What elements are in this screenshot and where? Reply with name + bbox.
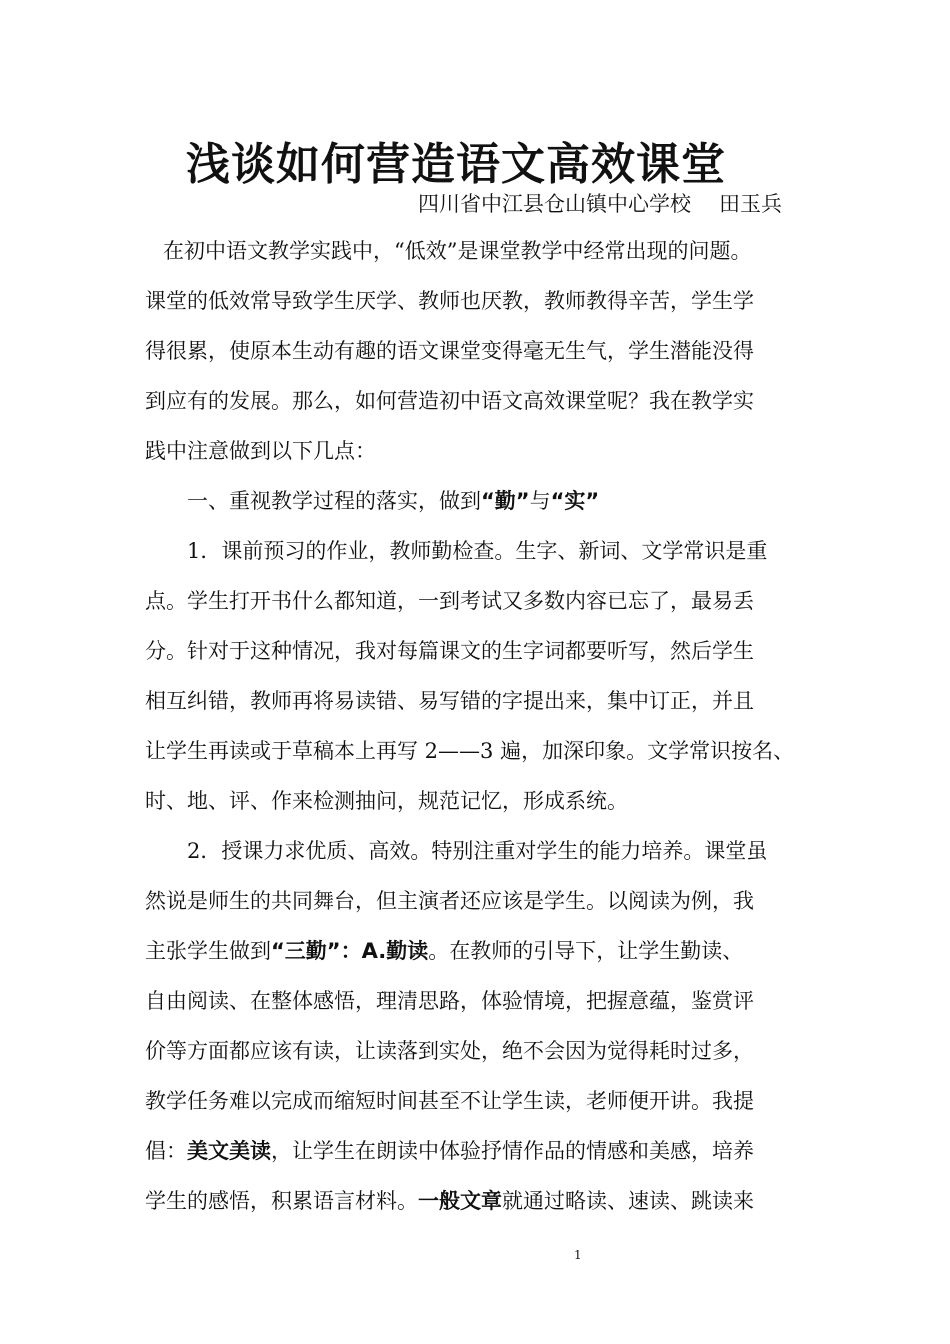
text-segment: 主张学生做到 (145, 939, 271, 963)
text-segment: 相互纠错，教师再将易读错、易写错的字提出来，集中订正，并且 (145, 689, 754, 713)
text-segment: 课堂的低效常导致学生厌学、教师也厌教，教师教得辛苦，学生学 (145, 289, 754, 313)
text-segment: 分。针对于这种情况，我对每篇课文的生字词都要听写，然后学生 (145, 639, 754, 663)
text-segment: 2．授课力求优质、高效。特别注重对学生的能力培养。课堂虽 (187, 839, 768, 863)
text-line (145, 1186, 754, 1216)
text-segment: 与 (529, 489, 551, 513)
byline-author: 田玉兵 (719, 192, 782, 216)
text-line (145, 886, 754, 916)
bold-text: “实” (550, 489, 600, 513)
document-title: 浅谈如何营造语文高效课堂 (186, 139, 726, 190)
text-segment: 时、地、评、作来检测抽问，规范记忆，形成系统。 (145, 789, 628, 813)
text-line (145, 336, 754, 366)
text-segment: 在初中语文教学实践中，“低效”是课堂教学中经常出现的问题。 (163, 239, 752, 263)
text-line (187, 836, 767, 866)
text-segment: 1．课前预习的作业，教师勤检查。生字、新词、文学常识是重 (187, 539, 768, 563)
text-line (145, 1036, 754, 1066)
text-segment: 价等方面都应该有读，让读落到实处，绝不会因为觉得耗时过多， (145, 1039, 754, 1063)
text-line (145, 1136, 754, 1166)
text-line (145, 436, 376, 466)
bold-text: “三勤”：A.勤读 (271, 939, 429, 963)
bold-text: “勤” (481, 489, 530, 513)
text-segment: 就通过略读、速读、跳读来 (502, 1189, 754, 1213)
text-segment: 让学生再读或于草稿本上再写 2——3 遍，加深印象。文学常识按名、 (145, 739, 795, 763)
page-number: 1 (574, 1248, 582, 1262)
text-segment: 践中注意做到以下几点： (145, 439, 376, 463)
text-line (145, 1086, 754, 1116)
text-line (145, 286, 754, 316)
text-line (145, 986, 754, 1016)
text-segment: 到应有的发展。那么，如何营造初中语文高效课堂呢？我在教学实 (145, 389, 754, 413)
text-segment: 得很累，使原本生动有趣的语文课堂变得毫无生气，学生潜能没得 (145, 339, 754, 363)
text-segment: 倡： (145, 1139, 187, 1163)
text-segment: 一、重视教学过程的落实，做到 (187, 489, 481, 513)
text-line (145, 936, 743, 966)
text-line (145, 736, 794, 766)
text-line (163, 236, 751, 266)
bold-text: 美文美读 (187, 1139, 271, 1163)
byline (418, 188, 782, 218)
text-segment: 。在教师的引导下，让学生勤读、 (428, 939, 744, 963)
text-segment: 自由阅读、在整体感悟，理清思路，体验情境，把握意蕴，鉴赏评 (145, 989, 754, 1013)
text-line (145, 686, 754, 716)
text-line (145, 386, 754, 416)
text-line (187, 486, 599, 516)
text-line (145, 586, 754, 616)
text-line (145, 786, 628, 816)
bold-text: 一般文章 (418, 1189, 502, 1213)
text-segment: 然说是师生的共同舞台，但主演者还应该是学生。以阅读为例，我 (145, 889, 754, 913)
text-segment: 教学任务难以完成而缩短时间甚至不让学生读，老师便开讲。我提 (145, 1089, 754, 1113)
text-line (187, 536, 767, 566)
text-segment: 点。学生打开书什么都知道，一到考试又多数内容已忘了，最易丢 (145, 589, 754, 613)
text-segment: 学生的感悟，积累语言材料。 (145, 1189, 418, 1213)
text-segment: ，让学生在朗读中体验抒情作品的情感和美感，培养 (271, 1139, 754, 1163)
byline-school: 四川省中江县仓山镇中心学校 (418, 192, 691, 216)
text-line (145, 636, 754, 666)
